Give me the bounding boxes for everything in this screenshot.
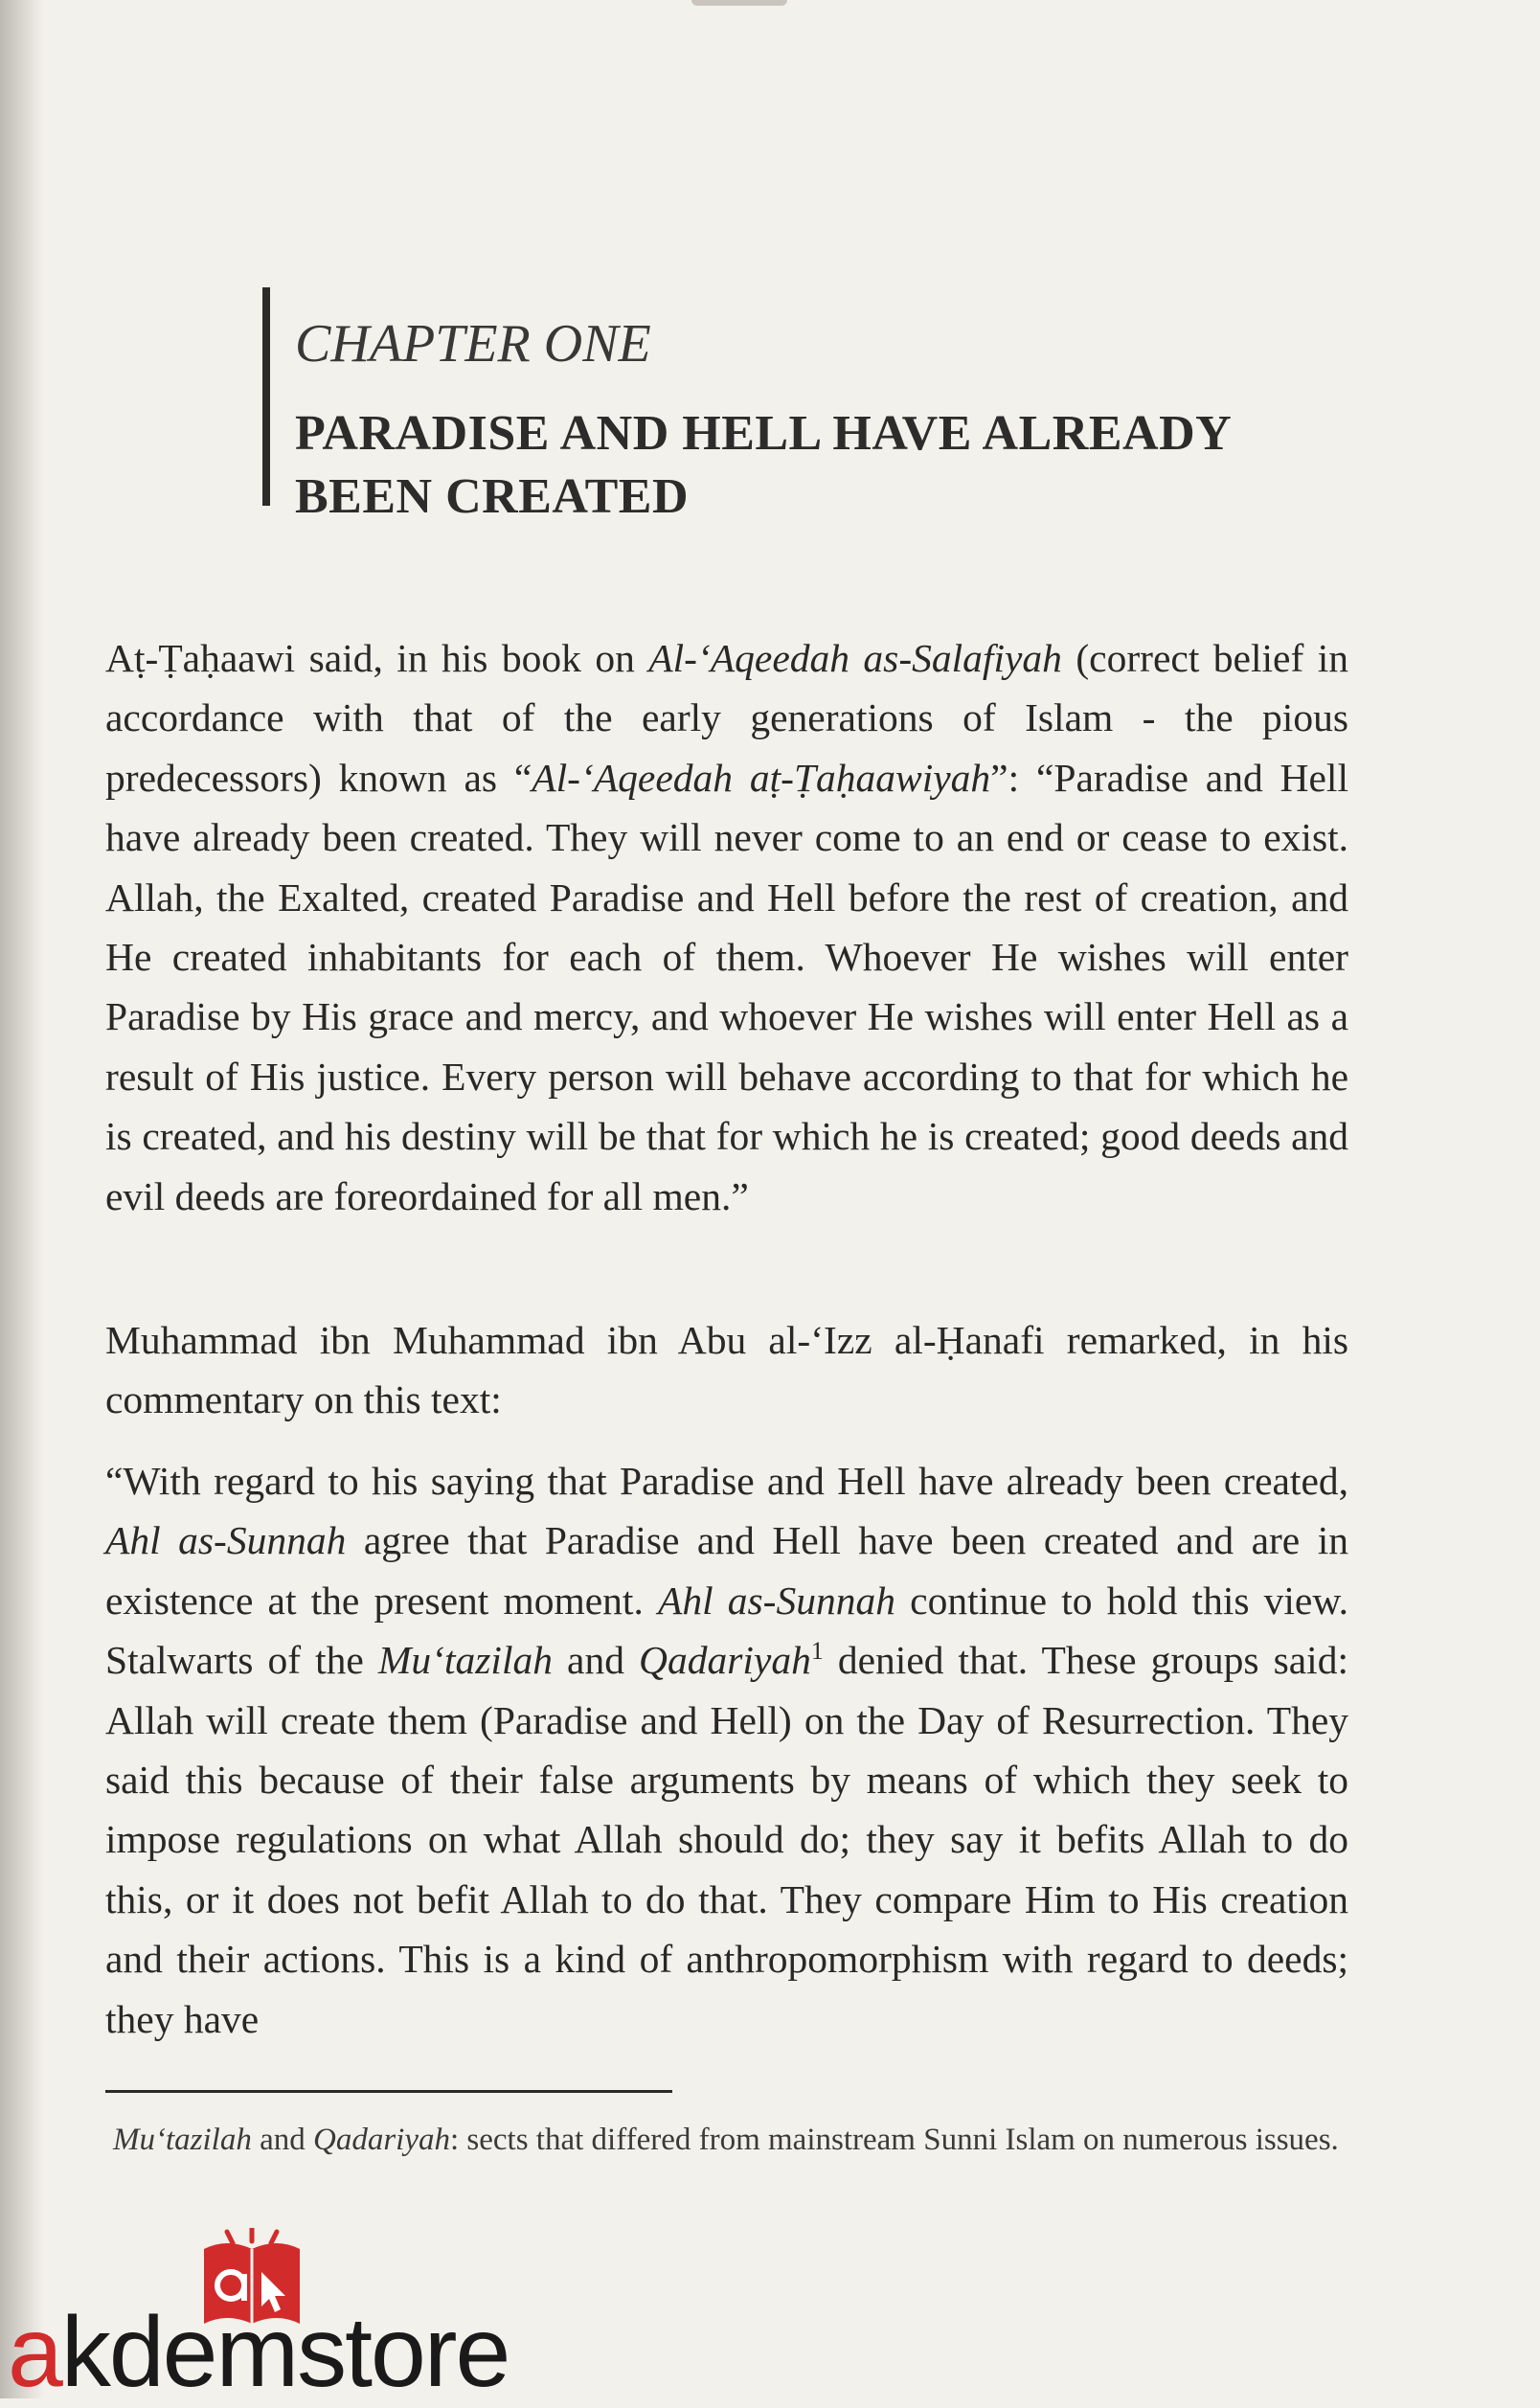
p3-text-3: continue to hold this view. Stalwarts of the — [105, 1578, 1348, 1683]
p1-text-2: (correct belief in accordance with that of the early generations of Islam - the pious predecessors) known as “ — [105, 636, 1348, 800]
p3-text-4: and — [553, 1638, 640, 1683]
watermark-brand-rest: kdemstore — [60, 2297, 510, 2408]
p3-text-2: agree that Paradise and Hell have been created and are in existence at the present moment. — [105, 1518, 1348, 1623]
page-gutter-shadow — [0, 0, 44, 2398]
footnote-text: : sects that differed from mainstream Sunni Islam on numerous issues. — [449, 2123, 1339, 2157]
p1-book-alt-title: Al-‘Aqeedah aṭ-Ṭaḥaawiyah — [532, 755, 991, 800]
paragraph-commentary — [105, 1451, 1348, 2049]
watermark-brand — [8, 2297, 510, 2408]
p3-term-mutazilah: Mu‘tazilah — [377, 1638, 553, 1683]
p3-term-ahl-sunnah-1: Ahl as-Sunnah — [105, 1518, 347, 1563]
footnote-reference: 1 — [810, 1637, 824, 1666]
p1-text-3: ”: “Paradise and Hell have already been created. They will never come to an end or cease to exist. Allah, the Exalted, created Paradise and Hell before the rest of creation, and He created inhabitants for each of them. Whoever He wishes will enter Paradise by His grace and mercy, and whoever He wishes will enter Hell as a result of His justice. Every person will behave according to that for which he is created, and his destiny will be that for which he is created; good deeds and evil deeds are foreordained for all men.” — [105, 755, 1348, 1218]
paragraph-commentator: Muhammad ibn Muhammad ibn Abu al-‘Izz al-Ḥanafi remarked, in his commentary on this text: — [105, 1318, 1348, 1422]
page-top-mark — [691, 0, 787, 6]
p1-book-title: Al-‘Aqeedah as-Salafiyah — [648, 636, 1062, 680]
footnote-divider — [105, 2090, 672, 2093]
footnote-and: and — [251, 2123, 313, 2157]
paragraph-tahaawi-quote — [105, 628, 1348, 1226]
watermark-brand-a: a — [8, 2297, 61, 2408]
chapter-label: CHAPTER ONE — [295, 314, 651, 374]
footnote-term-1: Mu‘tazilah — [113, 2123, 252, 2157]
chapter-heading-bar — [262, 287, 270, 506]
p1-text-1: Aṭ-Ṭaḥaawi said, in his book on — [105, 636, 649, 680]
p3-text-5: denied that. These groups said: Allah will create them (Paradise and Hell) on the Day of Resurrection. They said this because of their false arguments by means of which they seek to impose regulations on what Allah should do; they say it befits Allah to do this, or it does not befit Allah to do that. They compare Him to His creation and their actions. This is a kind of anthropomorphism with regard to deeds; they have — [105, 1638, 1348, 2041]
chapter-title: PARADISE AND HELL HAVE ALREADY BEEN CREATED — [295, 406, 1231, 524]
p3-text-1: “With regard to his saying that Paradise and Hell have already been created, — [105, 1459, 1348, 1503]
footnote-term-2: Qadariyah — [312, 2123, 450, 2157]
p3-term-ahl-sunnah-2: Ahl as-Sunnah — [658, 1578, 895, 1623]
p3-term-qadariyah: Qadariyah — [639, 1638, 811, 1683]
footnote — [113, 2114, 1348, 2166]
